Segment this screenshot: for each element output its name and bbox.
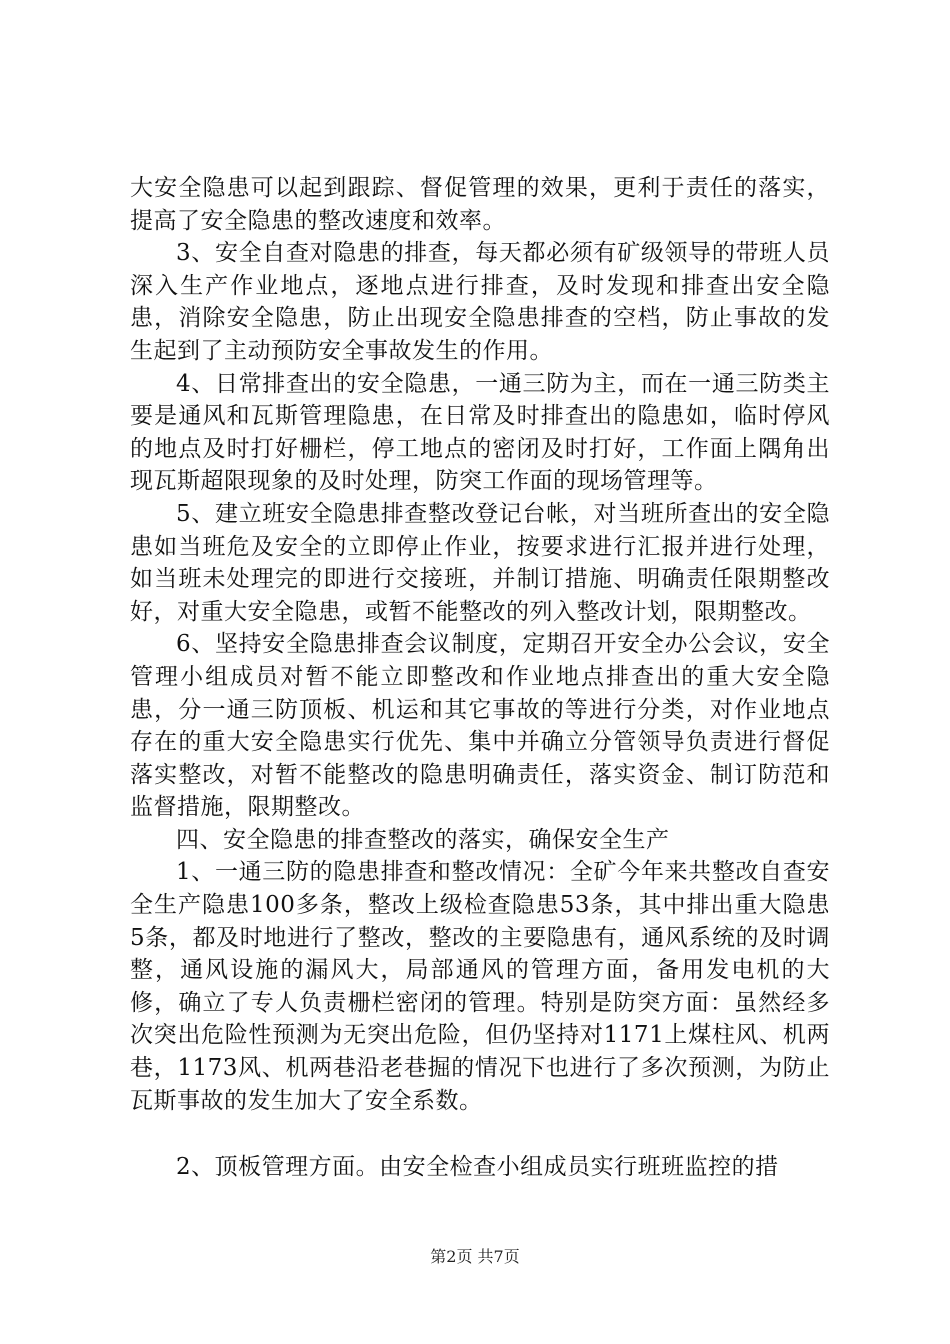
paragraph-continuation: 大安全隐患可以起到跟踪、督促管理的效果，更利于责任的落实，提高了安全隐患的整改速度和效率。 xyxy=(130,175,830,234)
document-body xyxy=(130,172,830,1184)
section-heading-4: 四、安全隐患的排查整改的落实，确保安全生产 xyxy=(176,826,670,853)
paragraph-item-3: 3、安全自查对隐患的排查，每天都必须有矿级领导的带班人员深入生产作业地点，逐地点进行排查，及时发现和排查出安全隐患，消除安全隐患，防止出现安全隐患排查的空档，防止事故的发生起到了主动预防安全事故发生的作用。 xyxy=(130,240,830,364)
paragraph-item-4: 4、日常排查出的安全隐患，一通三防为主，而在一通三防类主要是通风和瓦斯管理隐患，在日常及时排查出的隐患如，临时停风的地点及时打好栅栏，停工地点的密闭及时打好，工作面上隅角出现瓦斯超限现象的及时处理，防突工作面的现场管理等。 xyxy=(130,370,830,495)
paragraph-ventilation: 1、一通三防的隐患排查和整改情况：全矿今年来共整改自查安全生产隐患100多条，整改上级检查隐患53条，其中排出重大隐患5条，都及时地进行了整改，整改的主要隐患有，通风系统的及时调整，通风设施的漏风大，局部通风的管理方面，备用发电机的大修，确立了专人负责栅栏密闭的管理。特别是防突方面：虽然经多次突出危险性预测为无突出危险，但仍坚持对1171上煤柱风、机两巷，1173风、机两巷沿老巷掘的情况下也进行了多次预测，为防止瓦斯事故的发生加大了安全系数。 xyxy=(130,859,830,1114)
paragraph-roof-management: 2、顶板管理方面。由安全检查小组成员实行班班监控的措 xyxy=(176,1154,779,1181)
paragraph-item-5: 5、建立班安全隐患排查整改登记台帐，对当班所查出的安全隐患如当班危及安全的立即停止作业，按要求进行汇报并进行处理，如当班未处理完的即进行交接班，并制订措施、明确责任限期整改好，对重大安全隐患，或暂不能整改的列入整改计划，限期整改。 xyxy=(130,500,830,625)
page-footer: 第2页 共7页 xyxy=(430,1247,520,1266)
paragraph-item-6: 6、坚持安全隐患排查会议制度，定期召开安全办公会议，安全管理小组成员对暂不能立即整改和作业地点排查出的重大安全隐患，分一通三防顶板、机运和其它事故的等进行分类，对作业地点存在的重大安全隐患实行优先、集中并确立分管领导负责进行督促落实整改，对暂不能整改的隐患明确责任，落实资金、制订防范和监督措施，限期整改。 xyxy=(130,631,830,821)
paragraph-gap xyxy=(130,1117,830,1151)
